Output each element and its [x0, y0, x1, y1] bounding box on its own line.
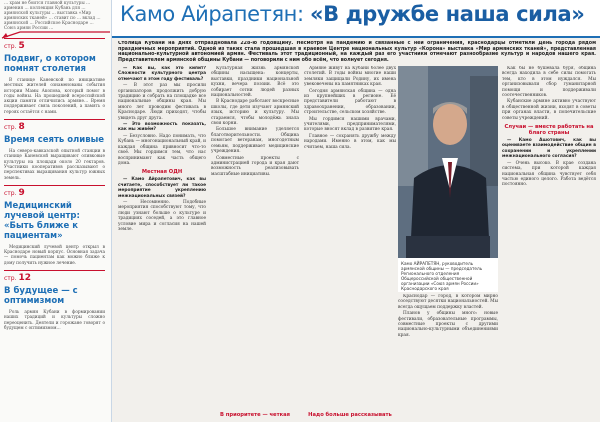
sidebar-contents — [0, 0, 112, 422]
article-subhead: Случаи — вместе работать на благо страны — [504, 124, 594, 137]
article-column-5 — [502, 66, 596, 422]
sidebar-item-title[interactable]: Медицинский лучевой центр: «Быть ближе к пациентам» — [4, 200, 80, 241]
article-paragraph: Кубанские армяне активно участвуют в общественной жизни, входят в советы при органах власти, в попечительские советы учреждений. — [502, 99, 596, 121]
article-paragraph: Армяне живут на Кубани более двух столетий. В годы войны многие наши земляки защищали Родину, их имена увековечены на памятниках края. — [304, 66, 396, 88]
article-paragraph: — Безусловно. Надо понимать, что Кубань — многонациональный край, и каждая община привносит что-то своё. Мы гордимся тем, что нас воспринимают как часть общего дома. — [118, 133, 206, 166]
article-lead: Столица Кубани на днях отпраздновала 228-ю годовщину. Несмотря на пандемию и связанные с ней ограничения, краснодарцы отметили День города рядом праздничных мероприятий. Одной из таких стала прошедшая в краевом Центре национальных культур «Корона» выставка «Мир армянских тканей», представленная национально-культурной автономией армян. Фестиваль этот традиционный, на каждый раз его участники отмечают разнообразие культур и народов нашего края. Представителем армянской общины Кубани — поговорили с ним обо всём, что волнует сегодня. — [118, 41, 596, 63]
article-subhead: Местная ОДН — [141, 169, 183, 176]
article-paragraph: Культурная жизнь армянской общины насыщена: концерты, выставки, праздники национальной кухни, вечера поэзии. Всё это собирает сотни людей разных национальностей. — [211, 66, 299, 99]
photo-caption: Камо АЙРАПЕТЯН, руководитель армянской общины — председатель Регионального отделения Общероссийской общественной организации «Союз армян России» Краснодарского края — [398, 258, 498, 292]
sidebar-item[interactable] — [4, 119, 105, 181]
header-rule — [112, 36, 600, 38]
article-paragraph: Мы гордимся нашими врачами, учителями, предпринимателями, которые вносят вклад в развитие края. — [304, 116, 396, 133]
article-paragraph: — Очень высоко. В крае создана система, при которой каждая национальная община чувствует себя частью единого целого. Работа ведётся постоянно. — [502, 160, 596, 188]
sidebar-page-number: стр. 5 — [4, 38, 105, 52]
interview-question: — Как вы, как это кипит? Сложности культурного центра отмечают в этом году фестиваль? — [118, 66, 206, 82]
portrait-illustration — [398, 66, 498, 258]
article-paragraph: Сегодня армянская община — одна из крупнейших в регионе. Её представители работают в здравоохранении, образовании, строительстве, сельском хозяйстве. — [304, 88, 396, 116]
headline-quote: «В дружбе наша сила» — [309, 2, 585, 26]
sidebar-item[interactable] — [4, 185, 105, 266]
article-paragraph: Планов у общины много: новые фестивали, образовательные программы, совместные проекты с другими национально-культурными объединениями края. — [398, 311, 498, 338]
article-paragraph: Как бы не бушевала буря, община всегда находила в себе силы помогать тем, кто в этом нуждался. Мы организовывали сбор гуманитарной помощи и поддерживали соотечественников. — [502, 66, 596, 99]
bottom-subhead-1: В приоритете — четкая — [211, 412, 299, 418]
sidebar-page-number: стр. 12 — [4, 270, 105, 284]
interview-question: — Камо Ашотович, как вы оцениваете взаимодействие общин в сохранении и укреплении межнационального согласия? — [502, 138, 596, 160]
article-paragraph: — Несомненно. Подобные мероприятия способствуют тому, что люди узнают больше о культуре и традициях соседей, а это главное условие мира и согласия на нашей земле. — [118, 199, 206, 232]
sidebar-page-number: стр. 9 — [4, 185, 105, 199]
sidebar-item-text: Медицинский лучевой центр открыл в Краснодаре новый корпус. Основная задача — помочь пациентам как можно ближе к дому получить нужное лечение. — [4, 243, 105, 265]
bottom-subhead-2: Надо больше рассказывать — [304, 412, 396, 418]
sidebar-item-text: Роль армян Кубани в формировании наших традиций и культуры сложно переоценить. Деятели и горожане говорят о будущем с оптимизмом… — [4, 309, 105, 330]
sidebar-item-title[interactable]: В будущее — с оптимизмом — [4, 286, 78, 307]
sidebar-top-text: … храм не боится главной культуры … армения … коллекция Кубань для … армянской культуры … выставкa «Мир армянских тканей» … ставит по … вклад … армянской … Российское Краснодаре … Союз армян России … — [4, 0, 101, 30]
article-column-2 — [211, 66, 299, 422]
article-paragraph: Краснодар — город, в котором мирно соседствуют десятки национальностей. Мы всегда ощущаем поддержку властей. — [398, 294, 498, 310]
interview-question: — Это возможность показать, как мы живём? — [118, 122, 206, 133]
article-column-4 — [398, 294, 498, 422]
article-paragraph: Большое внимание уделяется благотворительности. Община помогает ветеранам, многодетным семьям, поддерживает медицинские учреждения. — [211, 127, 299, 155]
portrait-photo — [398, 66, 498, 258]
article-paragraph: В Краснодаре работают воскресные школы, где дети изучают армянский язык, историю и культуру. Мы стараемся, чтобы молодёжь знала свои корни. — [211, 99, 299, 127]
sidebar-item-title[interactable]: Время сеять оливые — [4, 135, 105, 146]
sidebar-item-text: На северо-кавказской опытной станции в станице Каневской выращивают оливковые культуры на площади около 20 гектаров. Участники кооперативов рассказывают о перспективах выращивания культур южных земель. — [4, 148, 105, 180]
article-column-1 — [118, 66, 206, 422]
headline — [120, 2, 584, 26]
red-arrow-decoration — [0, 30, 112, 40]
sidebar-page-number: стр. 8 — [4, 119, 105, 133]
headline-name: Камо Айрапетян: — [120, 2, 310, 26]
sidebar-item[interactable] — [4, 270, 105, 331]
article-column-3 — [304, 66, 396, 422]
article-paragraph: — В этот раз мы просили организаторов продолжить добрую традицию и собрать на площадке все национальные общины края. Мы много лет проводим фестиваль в Краснодаре. Люди приходят, чтобы увидеть друг друга. — [118, 83, 206, 121]
interview-question: — Камо Айрапетович, как вы считаете, способствует ли такое мероприятие укреплению межнациональных связей? — [118, 177, 206, 199]
article-paragraph: Совместные проекты с администрацией города и края дают возможность реализовывать масштабные инициативы. — [211, 155, 299, 177]
sidebar-item[interactable] — [4, 38, 105, 115]
sidebar-item-title[interactable]: Подвиг, о котором помнят столетия — [4, 54, 96, 74]
article-paragraph: Главное — сохранять дружбу между народами. Именно в этом, как мы считаем, наша сила. — [304, 133, 396, 150]
sidebar-item-text: В станице Каневской по инициативе местных жителей ознаменованы события истории Мамы Акопова, который помог в годы войны. На прошедшей всероссийской акции памяти отличились армяне… Время поддерживает связь поколений, а память о героях остаётся с нами. — [4, 77, 105, 114]
